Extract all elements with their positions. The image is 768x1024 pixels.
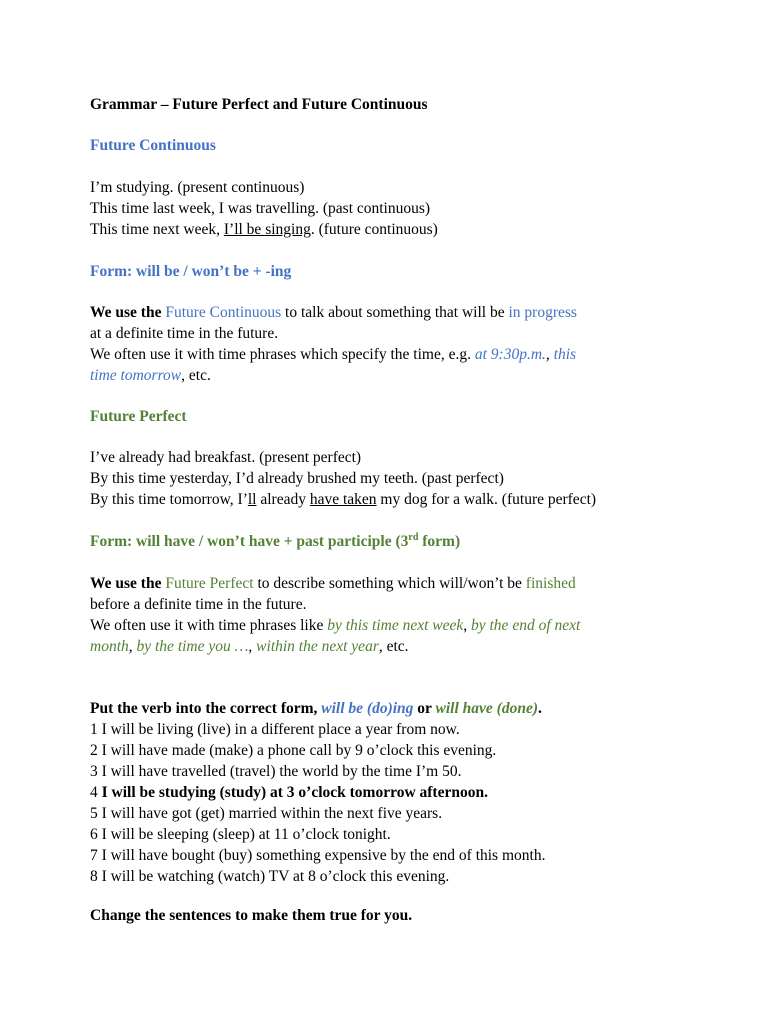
exercise-instr-green: will have (done)	[435, 700, 538, 717]
doc-title: Grammar – Future Perfect and Future Continuous	[90, 96, 428, 113]
fp-use-p3: to describe something which will/won’t be	[253, 575, 526, 592]
fp-use-p14: within the next year	[256, 638, 379, 655]
fp-use	[90, 573, 728, 657]
fp-use-p7: by this time next week	[327, 617, 464, 634]
fc-example-3-post: . (future continuous)	[310, 221, 438, 238]
fp-use-line-3	[90, 615, 728, 636]
fp-use-p6: We often use it with time phrases like	[90, 617, 328, 634]
fp-example-3-a: By this time tomorrow, I’	[90, 491, 248, 508]
exercise-instr-end: .	[538, 700, 542, 717]
fc-use-p3: to talk about something that will be	[281, 304, 509, 321]
exercise-item-4-num: 4	[90, 784, 102, 801]
fc-heading: Future Continuous	[90, 137, 216, 154]
fc-example-3-underlined: I’ll be singing	[223, 221, 311, 238]
fp-use-term: Future Perfect	[165, 575, 254, 592]
fp-example-3-c: already	[256, 491, 310, 508]
exercise-item-2: 2 I will have made (make) a phone call by 9 o’clock this evening.	[90, 742, 497, 759]
fp-form-sup: rd	[408, 531, 419, 543]
fp-use-line-4	[90, 636, 728, 657]
fp-heading: Future Perfect	[90, 408, 187, 425]
exercise-item-3: 3 I will have travelled (travel) the world by the time I’m 50.	[90, 763, 462, 780]
fp-form	[90, 531, 728, 552]
fp-use-p15: , etc.	[378, 638, 409, 655]
closing-block	[90, 905, 728, 926]
fp-use-finished: finished	[525, 575, 576, 592]
fp-form-post: form)	[418, 533, 461, 550]
exercise-item-1: 1 I will be living (live) in a different place a year from now.	[90, 721, 460, 738]
fc-use-p1: We use the	[90, 304, 166, 321]
fp-use-line-2: before a definite time in the future.	[90, 596, 307, 613]
fc-use-in-progress: in progress	[508, 304, 577, 321]
fc-use-line-2: at a definite time in the future.	[90, 325, 279, 342]
fc-use	[90, 302, 728, 386]
fp-use-p9: by the end of next	[471, 617, 581, 634]
fc-heading-block	[90, 135, 728, 156]
fp-example-1: I’ve already had breakfast. (present perfect)	[90, 449, 362, 466]
fp-form-block	[90, 531, 728, 552]
fc-use-example-time: at 9:30p.m.	[474, 346, 546, 363]
fp-use-p10: month	[90, 638, 129, 655]
fc-use-p9: this	[553, 346, 577, 363]
fc-use-p6: We often use it with time phrases which specify the time, e.g.	[90, 346, 475, 363]
exercise-instr-blue: will be (do)ing	[321, 700, 414, 717]
fc-use-p11: , etc.	[181, 367, 211, 384]
fp-use-p11: ,	[128, 638, 137, 655]
fc-form-block	[90, 261, 728, 282]
fp-example-2: By this time yesterday, I’d already brushed my teeth. (past perfect)	[90, 470, 504, 487]
fc-example-3-pre: This time next week,	[90, 221, 224, 238]
fp-examples	[90, 447, 728, 510]
fc-use-p10: time tomorrow	[90, 367, 182, 384]
fc-example-2: This time last week, I was travelling. (past continuous)	[90, 200, 431, 217]
fc-example-3	[90, 219, 728, 240]
fc-use-line-3	[90, 344, 728, 365]
fp-use-p13: ,	[248, 638, 257, 655]
exercise-item-6: 6 I will be sleeping (sleep) at 11 o’clock tonight.	[90, 826, 391, 843]
fp-example-3-e: my dog for a walk. (future perfect)	[376, 491, 597, 508]
exercise-item-7: 7 I will have bought (buy) something expensive by the end of this month.	[90, 847, 546, 864]
fc-use-line-4	[90, 365, 728, 386]
exercise	[90, 698, 728, 887]
fp-use-p1: We use the	[90, 575, 166, 592]
exercise-item-5: 5 I will have got (get) married within the next five years.	[90, 805, 443, 822]
doc-title-block	[90, 94, 728, 115]
fc-use-line-1	[90, 302, 728, 323]
exercise-item-4-text: I will be studying (study) at 3 o’clock tomorrow afternoon.	[101, 784, 488, 801]
fp-heading-block	[90, 406, 728, 427]
fc-use-p8: ,	[545, 346, 554, 363]
exercise-instr-or: or	[413, 700, 436, 717]
fp-use-p12: by the time you …	[136, 638, 249, 655]
fp-use-line-1	[90, 573, 728, 594]
fc-use-term: Future Continuous	[165, 304, 282, 321]
fc-examples	[90, 177, 728, 240]
fp-example-3-ll: ll	[247, 491, 257, 508]
fp-use-p8: ,	[463, 617, 471, 634]
exercise-instr-pre: Put the verb into the correct form,	[90, 700, 322, 717]
exercise-item-4	[90, 782, 728, 803]
closing-instruction: Change the sentences to make them true for you.	[90, 907, 413, 924]
fp-form-pre: Form: will have / won’t have + past participle (3	[90, 533, 409, 550]
fp-example-3	[90, 489, 728, 510]
exercise-item-8: 8 I will be watching (watch) TV at 8 o’clock this evening.	[90, 868, 450, 885]
fc-form: Form: will be / won’t be + -ing	[90, 263, 292, 280]
fc-example-1: I’m studying. (present continuous)	[90, 179, 305, 196]
fp-example-3-have-taken: have taken	[309, 491, 377, 508]
exercise-instruction	[90, 698, 728, 719]
